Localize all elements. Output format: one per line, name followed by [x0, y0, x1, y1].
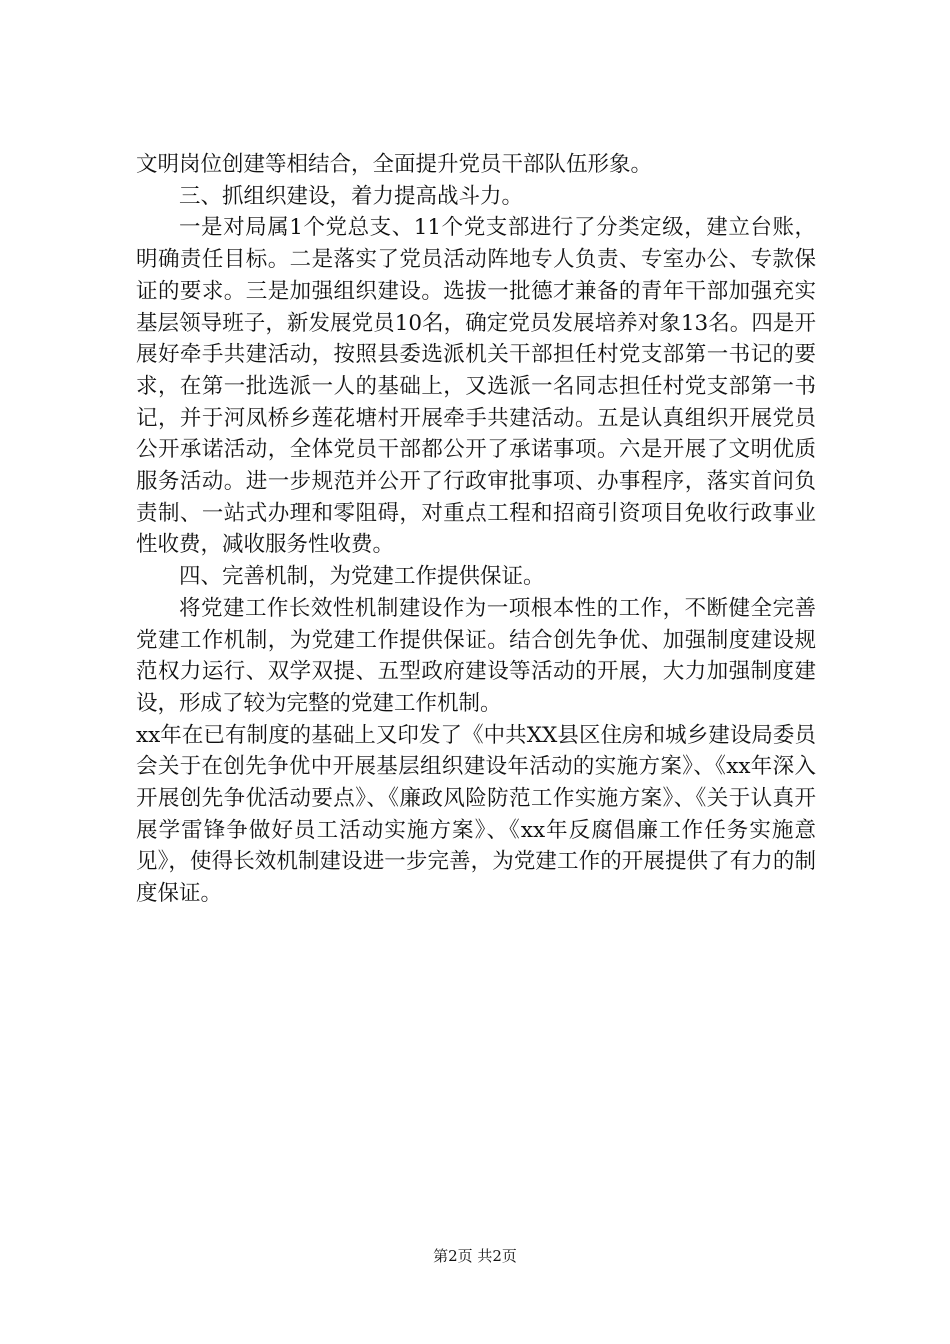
paragraph-documents: xx年在已有制度的基础上又印发了《中共XX县区住房和城乡建设局委员会关于在创先争优中开展基层组织建设年活动的实施方案》、《xx年深入开展创先争优活动要点》、《廉政风险防范工作实施方案》、《关于认真开展学雷锋争做好员工活动实施方案》、《xx年反腐倡廉工作任务实施意见》，使得长效机制建设进一步完善，为党建工作的开展提供了有力的制度保证。 — [136, 722, 816, 907]
page-footer: 第2页 共2页 — [433, 1247, 517, 1265]
paragraph-continuation: 文明岗位创建等相结合，全面提升党员干部队伍形象。 — [136, 152, 653, 177]
document-body — [136, 149, 816, 910]
paragraph-organization: 一是对局属1个党总支、11个党支部进行了分类定级，建立台账，明确责任目标。二是落实了党员活动阵地专人负责、专室办公、专款保证的要求。三是加强组织建设。选拔一批德才兼备的青年干部加强充实基层领导班子，新发展党员10名，确定党员发展培养对象13名。四是开展好牵手共建活动，按照县委选派机关干部担任村党支部第一书记的要求，在第一批选派一人的基础上，又选派一名同志担任村党支部第一书记，并于河凤桥乡莲花塘村开展牵手共建活动。五是认真组织开展党员公开承诺活动，全体党员干部都公开了承诺事项。六是开展了文明优质服务活动。进一步规范并公开了行政审批事项、办事程序，落实首问负责制、一站式办理和零阻碍，对重点工程和招商引资项目免收行政事业性收费，减收服务性收费。 — [136, 215, 816, 558]
section-heading-organization: 三、抓组织建设，着力提高战斗力。 — [179, 183, 524, 209]
section-heading-mechanism: 四、完善机制，为党建工作提供保证。 — [179, 564, 545, 590]
paragraph-mechanism: 将党建工作长效性机制建设作为一项根本性的工作，不断健全完善党建工作机制，为党建工作提供保证。结合创先争优、加强制度建设规范权力运行、双学双提、五型政府建设等活动的开展，大力加强制度建设，形成了较为完整的党建工作机制。 — [136, 595, 816, 716]
